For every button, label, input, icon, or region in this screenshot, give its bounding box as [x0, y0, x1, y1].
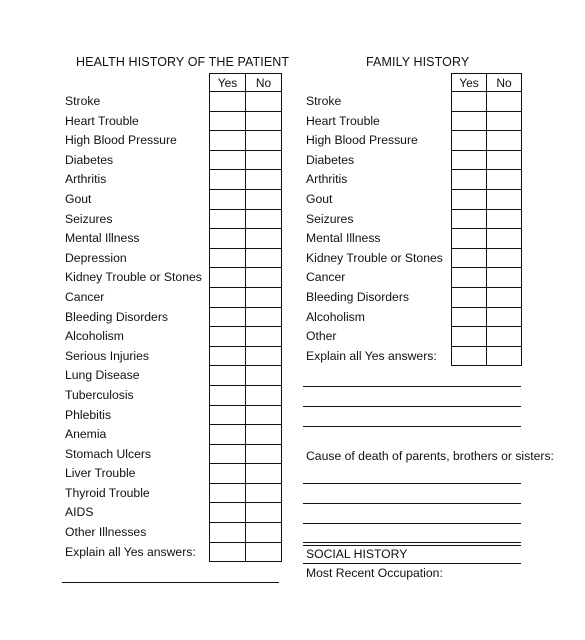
family-no-checkbox[interactable] — [487, 287, 522, 307]
patient-yes-checkbox[interactable] — [210, 268, 246, 288]
patient-no-checkbox[interactable] — [246, 327, 282, 347]
patient-condition-label: Thyroid Trouble — [65, 485, 150, 500]
family-grid-row — [452, 150, 522, 170]
patient-condition-label: Serious Injuries — [65, 348, 149, 363]
family-condition-label: Mental Illness — [306, 231, 381, 246]
family-no-checkbox[interactable] — [487, 346, 522, 366]
family-condition-label: Diabetes — [306, 152, 355, 167]
patient-grid-row — [210, 385, 282, 405]
patient-grid-row — [210, 209, 282, 229]
patient-yes-checkbox[interactable] — [210, 150, 246, 170]
patient-yes-checkbox[interactable] — [210, 405, 246, 425]
family-grid-row — [452, 268, 522, 288]
patient-condition-label: Arthritis — [65, 172, 107, 187]
family-yes-checkbox[interactable] — [452, 209, 487, 229]
patient-grid-header — [210, 74, 282, 92]
patient-grid-row — [210, 189, 282, 209]
patient-no-checkbox[interactable] — [246, 248, 282, 268]
family-yes-checkbox[interactable] — [452, 131, 487, 151]
family-no-checkbox[interactable] — [487, 229, 522, 249]
family-yes-checkbox[interactable] — [452, 92, 487, 112]
occupation-label: Most Recent Occupation: — [306, 566, 443, 580]
patient-condition-label: AIDS — [65, 505, 94, 520]
patient-explain-line[interactable] — [62, 582, 279, 583]
social-history-title: SOCIAL HISTORY — [306, 547, 408, 561]
patient-condition-label: Stomach Ulcers — [65, 446, 152, 461]
patient-yes-checkbox[interactable] — [210, 366, 246, 386]
family-grid-row — [452, 92, 522, 112]
family-grid-row — [452, 229, 522, 249]
family-condition-label: Other — [306, 329, 337, 344]
patient-condition-label: Bleeding Disorders — [65, 309, 168, 324]
patient-no-checkbox[interactable] — [246, 425, 282, 445]
patient-no-checkbox[interactable] — [246, 385, 282, 405]
patient-grid-row — [210, 483, 282, 503]
family-history-title: FAMILY HISTORY — [366, 55, 470, 69]
patient-condition-label: Stroke — [65, 94, 101, 108]
family-explain-line-3[interactable] — [303, 426, 521, 427]
patient-grid-row — [210, 92, 282, 112]
patient-grid-row — [210, 170, 282, 190]
family-no-checkbox[interactable] — [487, 189, 522, 209]
family-yes-checkbox[interactable] — [452, 189, 487, 209]
family-no-checkbox[interactable] — [487, 327, 522, 347]
patient-grid-row — [210, 425, 282, 445]
patient-no-checkbox[interactable] — [246, 464, 282, 484]
patient-condition-label: Alcoholism — [65, 329, 124, 344]
patient-no-checkbox[interactable] — [246, 405, 282, 425]
patient-yes-checkbox[interactable] — [210, 327, 246, 347]
family-yes-checkbox[interactable] — [452, 248, 487, 268]
family-no-checkbox[interactable] — [487, 170, 522, 190]
family-no-checkbox[interactable] — [487, 92, 522, 112]
patient-no-checkbox[interactable] — [246, 483, 282, 503]
family-no-checkbox[interactable] — [487, 307, 522, 327]
family-condition-label: Gout — [306, 191, 333, 206]
patient-condition-label: Anemia — [65, 427, 107, 442]
patient-grid-row — [210, 366, 282, 386]
social-history-underline — [303, 563, 521, 564]
family-condition-list — [306, 92, 443, 366]
family-condition-label: Arthritis — [306, 172, 348, 187]
family-grid-row — [452, 346, 522, 366]
patient-no-checkbox[interactable] — [246, 268, 282, 288]
patient-no-checkbox[interactable] — [246, 189, 282, 209]
patient-grid-row — [210, 111, 282, 131]
family-no-checkbox[interactable] — [487, 111, 522, 131]
family-explain-line-1[interactable] — [303, 386, 521, 387]
family-no-checkbox[interactable] — [487, 150, 522, 170]
patient-yes-checkbox[interactable] — [210, 542, 246, 562]
family-grid-row — [452, 307, 522, 327]
family-yes-checkbox[interactable] — [452, 111, 487, 131]
family-grid-row — [452, 287, 522, 307]
patient-grid-row — [210, 307, 282, 327]
patient-condition-label: Liver Trouble — [65, 466, 136, 481]
patient-condition-label: Cancer — [65, 289, 105, 304]
patient-no-checkbox[interactable] — [246, 209, 282, 229]
patient-yes-checkbox[interactable] — [210, 444, 246, 464]
patient-no-checkbox[interactable] — [246, 131, 282, 151]
family-condition-label: Cancer — [306, 270, 346, 285]
patient-grid-row — [210, 327, 282, 347]
patient-yes-header: Yes — [210, 74, 246, 92]
patient-yes-checkbox[interactable] — [210, 523, 246, 543]
patient-condition-label: Phlebitis — [65, 407, 112, 422]
patient-no-checkbox[interactable] — [246, 542, 282, 562]
family-yes-checkbox[interactable] — [452, 287, 487, 307]
patient-yes-checkbox[interactable] — [210, 170, 246, 190]
patient-grid-row — [210, 542, 282, 562]
patient-condition-label: Kidney Trouble or Stones — [65, 270, 202, 285]
family-grid-header — [452, 74, 522, 92]
death-line-3[interactable] — [303, 523, 521, 524]
patient-grid-row — [210, 287, 282, 307]
patient-yes-checkbox[interactable] — [210, 209, 246, 229]
cause-of-death-label: Cause of death of parents, brothers or sisters: — [306, 449, 554, 463]
patient-no-checkbox[interactable] — [246, 444, 282, 464]
family-explain-line-2[interactable] — [303, 406, 521, 407]
family-grid-row — [452, 248, 522, 268]
family-condition-label: Alcoholism — [306, 309, 365, 324]
family-condition-label: Kidney Trouble or Stones — [306, 250, 443, 265]
patient-no-checkbox[interactable] — [246, 150, 282, 170]
patient-yes-checkbox[interactable] — [210, 131, 246, 151]
patient-yes-checkbox[interactable] — [210, 229, 246, 249]
patient-condition-label: Depression — [65, 250, 127, 265]
patient-history-title: HEALTH HISTORY OF THE PATIENT — [76, 55, 290, 69]
patient-condition-label: Mental Illness — [65, 231, 140, 246]
patient-condition-label: Gout — [65, 191, 92, 206]
patient-no-checkbox[interactable] — [246, 229, 282, 249]
family-grid-row — [452, 170, 522, 190]
patient-no-checkbox[interactable] — [246, 170, 282, 190]
patient-yes-checkbox[interactable] — [210, 425, 246, 445]
family-grid-row — [452, 209, 522, 229]
patient-grid-row — [210, 444, 282, 464]
family-yes-checkbox[interactable] — [452, 307, 487, 327]
family-grid-row — [452, 189, 522, 209]
family-no-header: No — [487, 74, 522, 92]
patient-grid-row — [210, 248, 282, 268]
patient-no-checkbox[interactable] — [246, 503, 282, 523]
patient-yes-checkbox[interactable] — [210, 346, 246, 366]
death-line-1[interactable] — [303, 483, 521, 484]
patient-grid-row — [210, 405, 282, 425]
death-line-2[interactable] — [303, 503, 521, 504]
patient-no-checkbox[interactable] — [246, 287, 282, 307]
family-yes-checkbox[interactable] — [452, 170, 487, 190]
family-no-checkbox[interactable] — [487, 209, 522, 229]
patient-yes-checkbox[interactable] — [210, 248, 246, 268]
patient-yes-checkbox[interactable] — [210, 483, 246, 503]
family-yes-checkbox[interactable] — [452, 268, 487, 288]
patient-yes-checkbox[interactable] — [210, 111, 246, 131]
patient-grid-row — [210, 464, 282, 484]
family-condition-label: Explain all Yes answers: — [306, 348, 437, 363]
patient-condition-label: Other Illnesses — [65, 525, 147, 540]
family-yes-checkbox[interactable] — [452, 346, 487, 366]
patient-no-checkbox[interactable] — [246, 346, 282, 366]
family-condition-label: High Blood Pressure — [306, 133, 418, 148]
patient-condition-label: Diabetes — [65, 152, 114, 167]
family-yes-checkbox[interactable] — [452, 229, 487, 249]
patient-no-checkbox[interactable] — [246, 366, 282, 386]
patient-yes-checkbox[interactable] — [210, 503, 246, 523]
patient-no-checkbox[interactable] — [246, 523, 282, 543]
patient-grid-row — [210, 503, 282, 523]
patient-yes-checkbox[interactable] — [210, 307, 246, 327]
patient-no-checkbox[interactable] — [246, 111, 282, 131]
family-condition-label: Heart Trouble — [306, 113, 380, 128]
family-yes-checkbox[interactable] — [452, 327, 487, 347]
family-no-checkbox[interactable] — [487, 131, 522, 151]
family-no-checkbox[interactable] — [487, 268, 522, 288]
patient-condition-label: Heart Trouble — [65, 113, 139, 128]
patient-condition-label: Explain all Yes answers: — [65, 544, 196, 559]
patient-yes-checkbox[interactable] — [210, 189, 246, 209]
patient-no-checkbox[interactable] — [246, 307, 282, 327]
patient-condition-list — [65, 92, 202, 562]
patient-checkbox-grid — [209, 73, 282, 562]
patient-grid-row — [210, 229, 282, 249]
family-checkbox-grid — [451, 73, 522, 366]
patient-grid-row — [210, 346, 282, 366]
family-condition-label: Stroke — [306, 94, 342, 108]
patient-yes-checkbox[interactable] — [210, 287, 246, 307]
patient-condition-label: High Blood Pressure — [65, 133, 177, 148]
patient-yes-checkbox[interactable] — [210, 464, 246, 484]
patient-yes-checkbox[interactable] — [210, 92, 246, 112]
social-history-rule-bottom — [303, 545, 521, 546]
family-condition-label: Seizures — [306, 211, 354, 226]
family-grid-row — [452, 111, 522, 131]
family-grid-row — [452, 131, 522, 151]
patient-grid-row — [210, 268, 282, 288]
patient-grid-row — [210, 150, 282, 170]
patient-condition-label: Seizures — [65, 211, 113, 226]
family-yes-checkbox[interactable] — [452, 150, 487, 170]
patient-no-checkbox[interactable] — [246, 92, 282, 112]
patient-condition-label: Tuberculosis — [65, 387, 134, 402]
family-yes-header: Yes — [452, 74, 487, 92]
patient-no-header: No — [246, 74, 282, 92]
family-grid-row — [452, 327, 522, 347]
patient-yes-checkbox[interactable] — [210, 385, 246, 405]
family-condition-label: Bleeding Disorders — [306, 289, 409, 304]
patient-grid-row — [210, 131, 282, 151]
family-no-checkbox[interactable] — [487, 248, 522, 268]
patient-condition-label: Lung Disease — [65, 368, 140, 383]
social-history-rule-top — [303, 542, 521, 543]
patient-grid-row — [210, 523, 282, 543]
